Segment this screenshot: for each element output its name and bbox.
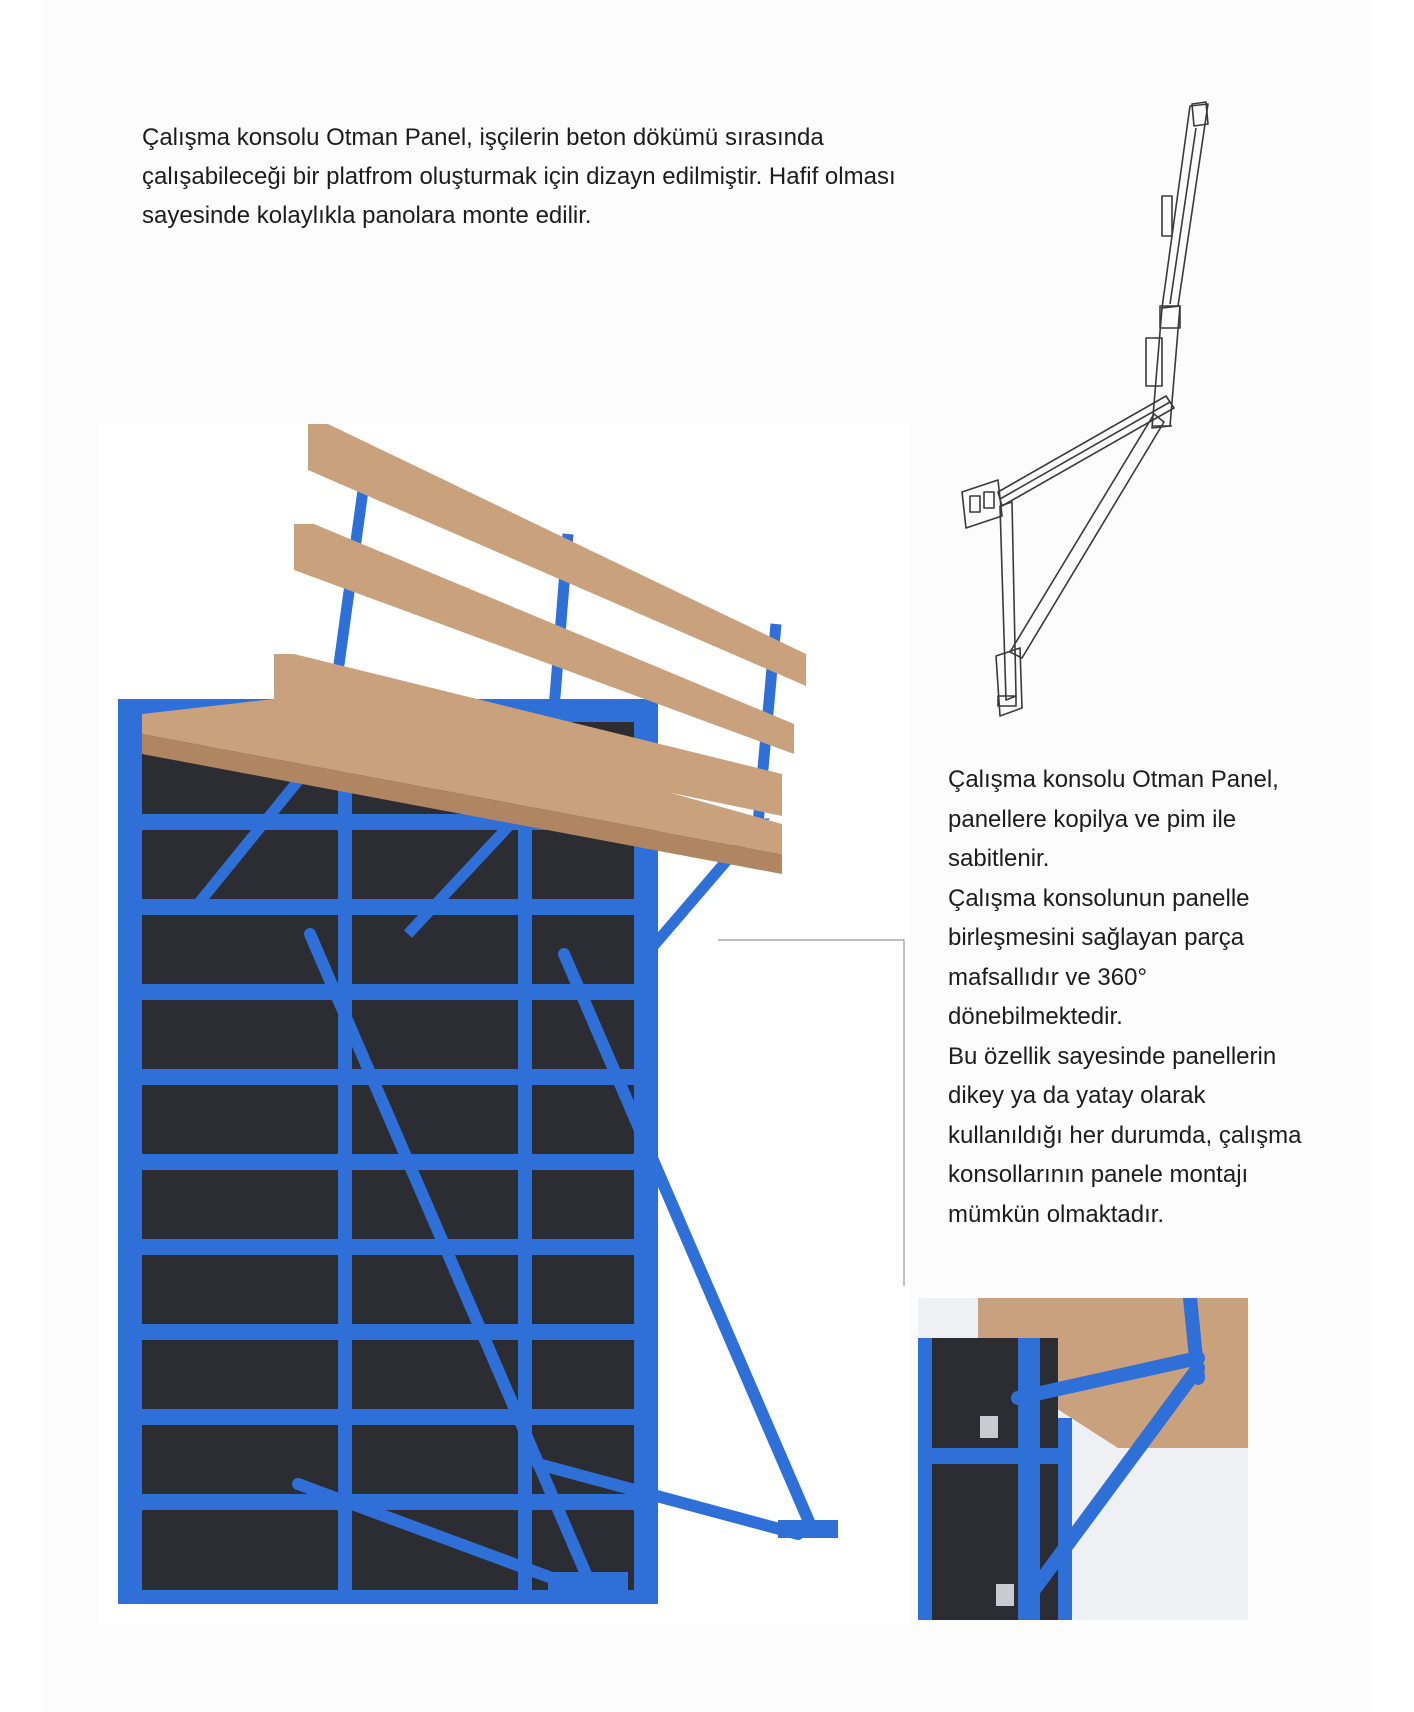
console-technical-drawing	[940, 96, 1230, 736]
intro-text: Çalışma konsolu Otman Panel, işçilerin beton dökümü sırasında çalışabileceği bir platfrom oluşturmak için dizayn edilmiştir. Hafif olması sayesinde kolaylıkla panolara monte edilir.	[142, 124, 896, 229]
console-detail-image	[918, 1298, 1248, 1620]
side-description	[948, 760, 1308, 1234]
hinge-detail-illustration	[918, 1298, 1248, 1620]
side-paragraph-1: Çalışma konsolu Otman Panel, panellere kopilya ve pim ile sabitlenir.	[948, 766, 1279, 872]
side-paragraph-2: Çalışma konsolunun panelle birleşmesini sağlayan parça mafsallıdır ve 360° dönebilmektedir.	[948, 884, 1250, 1030]
side-paragraph-3: Bu özellik sayesinde panellerin dikey ya da yatay olarak kullanıldığı her durumda, çalışma konsollarının panele montajı mümkün olmaktadır.	[948, 1042, 1302, 1228]
detail-leader-line	[718, 930, 908, 1290]
